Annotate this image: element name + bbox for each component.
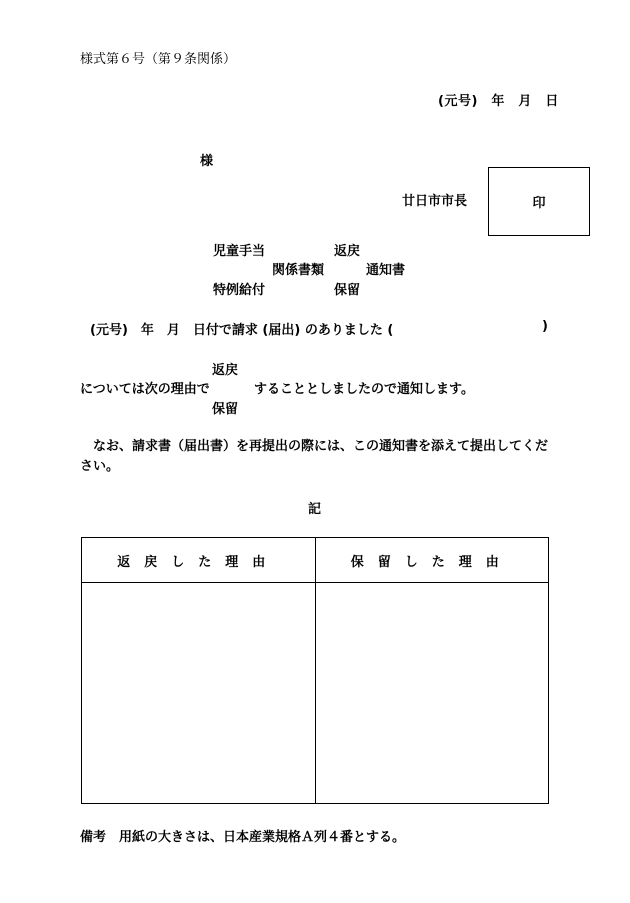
- title-child-allowance: 児童手当: [213, 244, 266, 259]
- hold-reason-cell: [315, 583, 549, 804]
- title-notice: 通知書: [366, 263, 406, 278]
- reason-return-option: 返戻: [212, 363, 239, 378]
- seal-mark: 印: [532, 196, 546, 211]
- return-reason-cell: [82, 583, 316, 804]
- title-return: 返戻: [334, 244, 361, 259]
- form-number: 様式第６号（第９条関係）: [80, 52, 237, 67]
- mayor-title: 廿日市市長: [402, 194, 468, 209]
- title-hold: 保留: [334, 283, 361, 298]
- reason-hold-option: 保留: [212, 402, 239, 417]
- remarks: 備考 用紙の大きさは、日本産業規格Ａ列４番とする。: [80, 830, 406, 845]
- reason-line-end: することとしましたので通知します。: [254, 382, 474, 397]
- ki-heading: 記: [308, 502, 322, 517]
- header-return-reason: 返戻した理由: [82, 538, 316, 583]
- addressee-honorific: 様: [200, 154, 214, 169]
- title-related-documents: 関係書類: [272, 263, 325, 278]
- request-line: (元号) 年 月 日付で請求 (届出) のありました (: [90, 323, 394, 338]
- issue-date: (元号) 年 月 日: [438, 94, 559, 109]
- request-close-paren: ): [542, 319, 548, 334]
- reason-table: [81, 537, 549, 804]
- header-hold-reason: 保留した理由: [315, 538, 549, 583]
- reason-table-header-row: [82, 538, 549, 583]
- seal-box: [488, 167, 590, 236]
- reason-table-body-row: [82, 583, 549, 804]
- title-special-benefit: 特例給付: [213, 283, 266, 298]
- reason-line-start: については次の理由で: [80, 382, 210, 397]
- resubmission-note: なお、請求書（届出書）を再提出の際には、この通知書を添えて提出してください。: [80, 439, 549, 474]
